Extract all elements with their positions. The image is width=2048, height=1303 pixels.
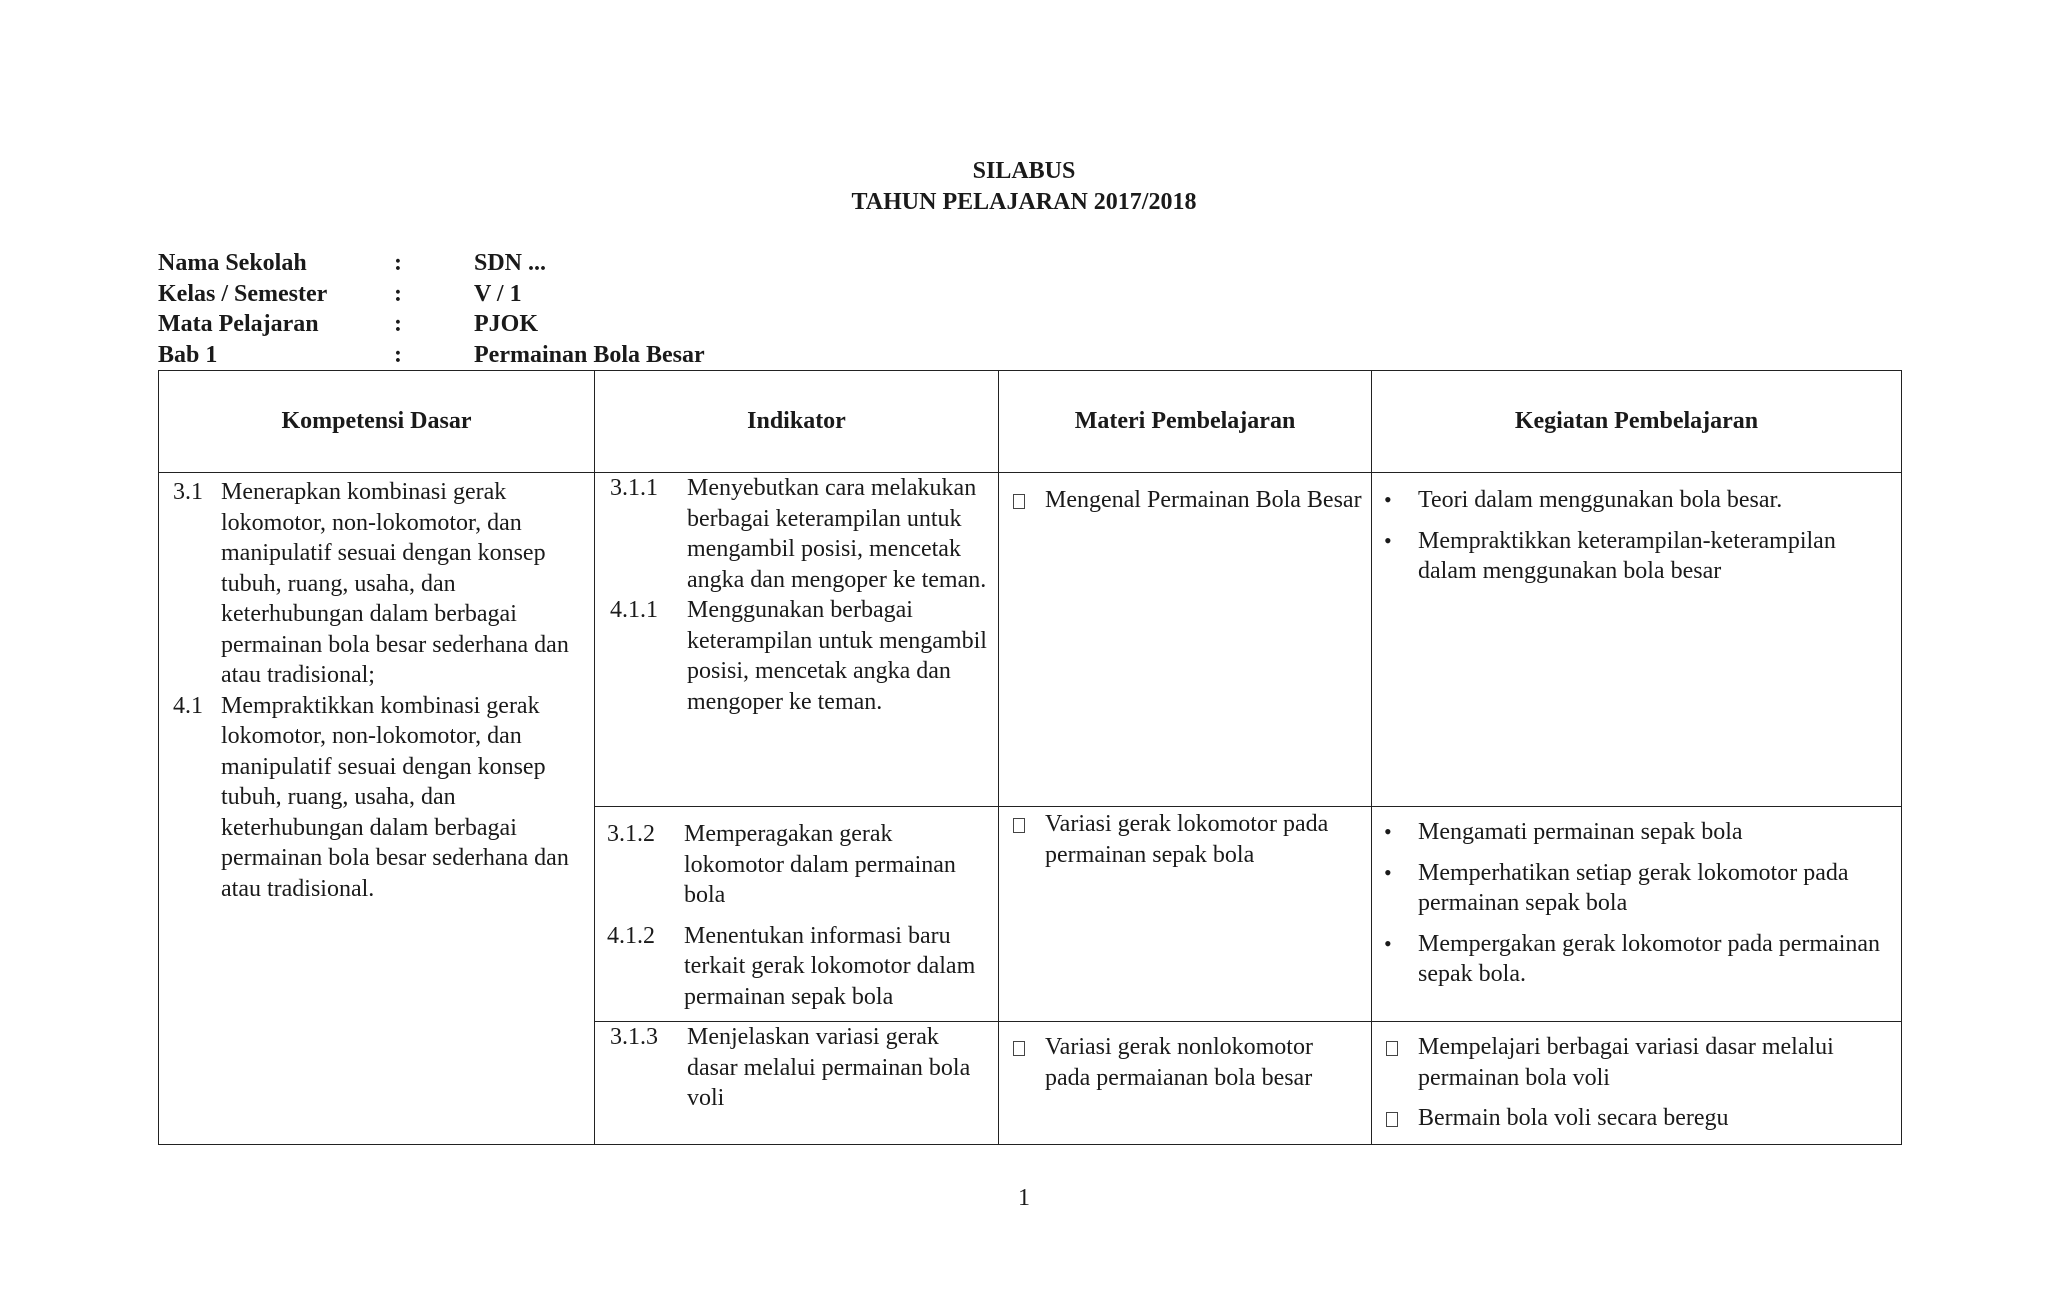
kegiatan-text: Teori dalam menggunakan bola besar. xyxy=(1418,487,1783,513)
indikator-text: Menyebutkan cara melakukan berbagai keterampilan untuk mengambil posisi, mencetak angka dan mengoper ke teman. xyxy=(687,475,987,593)
bullet-icon: • xyxy=(1384,819,1392,844)
bullet-icon: • xyxy=(1384,487,1392,512)
materi-item xyxy=(999,1032,1363,1093)
syllabus-table xyxy=(158,370,1902,1145)
meta-colon: : xyxy=(394,341,402,368)
checkbox-glyph-icon xyxy=(1386,1112,1398,1127)
indikator-cell xyxy=(595,473,999,807)
materi-cell xyxy=(999,807,1372,1022)
kegiatan-item xyxy=(1372,817,1893,848)
meta-colon: : xyxy=(394,280,402,307)
indikator-item xyxy=(610,1022,990,1114)
kegiatan-text: Mempelajari berbagai variasi dasar melalui permainan bola voli xyxy=(1418,1034,1834,1091)
indikator-cell xyxy=(595,807,999,1022)
indikator-text: Menentukan informasi baru terkait gerak lokomotor dalam permainan sepak bola xyxy=(684,922,976,1010)
kegiatan-cell xyxy=(1372,473,1902,807)
kompetensi-text: Menerapkan kombinasi gerak lokomotor, non-lokomotor, dan manipulatif sesuai dengan konsep tubuh, ruang, usaha, dan keterhubungan dalam berbagai permainan bola besar sederhana dan atau tradisional; xyxy=(221,479,569,688)
meta-colon: : xyxy=(394,250,402,276)
bullet-icon: • xyxy=(1384,527,1392,553)
kompetensi-dasar-cell xyxy=(159,473,595,1145)
checkbox-glyph-icon xyxy=(1013,818,1025,833)
indikator-item xyxy=(607,819,990,911)
header-materi: Materi Pembelajaran xyxy=(999,371,1372,473)
materi-text: Variasi gerak lokomotor pada permainan sepak bola xyxy=(1045,811,1329,868)
checkbox-glyph-icon xyxy=(1013,1041,1025,1056)
kegiatan-item xyxy=(1372,929,1893,990)
indikator-text: Menjelaskan variasi gerak dasar melalui permainan bola voli xyxy=(687,1024,971,1111)
document-subtitle: TAHUN PELAJARAN 2017/2018 xyxy=(851,189,1197,215)
kegiatan-text: Mempergakan gerak lokomotor pada permainan sepak bola. xyxy=(1418,930,1881,987)
materi-item xyxy=(999,485,1363,516)
kegiatan-text: Memperhatikan setiap gerak lokomotor pada permainan sepak bola xyxy=(1418,859,1849,916)
indikator-item xyxy=(610,473,990,595)
checkbox-glyph-icon xyxy=(1386,1041,1398,1056)
kompetensi-text: Mempraktikkan kombinasi gerak lokomotor, non-lokomotor, dan manipulatif sesuai dengan konsep tubuh, ruang, usaha, dan keterhubungan dalam berbagai permainan bola besar sederhana dan atau tradisional. xyxy=(221,692,569,902)
meta-label: Nama Sekolah xyxy=(158,250,307,276)
meta-value: V / 1 xyxy=(474,280,522,307)
kompetensi-number: 4.1 xyxy=(173,692,203,719)
indikator-number: 3.1.1 xyxy=(610,475,658,501)
meta-value: PJOK xyxy=(474,311,538,337)
kegiatan-cell xyxy=(1372,1022,1902,1145)
materi-text: Mengenal Permainan Bola Besar xyxy=(1045,487,1362,513)
kegiatan-text: Mengamati permainan sepak bola xyxy=(1418,819,1743,845)
kompetensi-item xyxy=(173,477,586,691)
materi-text: Variasi gerak nonlokomotor pada permaianan bola besar xyxy=(1045,1034,1313,1091)
meta-label: Kelas / Semester xyxy=(158,280,328,307)
document-title: SILABUS xyxy=(972,158,1076,184)
kegiatan-item xyxy=(1372,1032,1893,1093)
indikator-text: Memperagakan gerak lokomotor dalam permainan bola xyxy=(684,821,956,908)
indikator-number: 3.1.2 xyxy=(607,821,655,847)
kegiatan-text: Bermain bola voli secara beregu xyxy=(1418,1105,1729,1131)
materi-cell xyxy=(999,1022,1372,1145)
kegiatan-item xyxy=(1372,858,1893,919)
header-indikator: Indikator xyxy=(595,371,999,473)
checkbox-glyph-icon xyxy=(1013,494,1025,509)
indikator-text: Menggunakan berbagai keterampilan untuk mengambil posisi, mencetak angka dan mengoper ke teman. xyxy=(687,597,987,715)
meta-value: SDN ... xyxy=(474,250,547,276)
bullet-icon: • xyxy=(1384,859,1392,885)
bullet-icon: • xyxy=(1384,930,1392,956)
meta-label: Mata Pelajaran xyxy=(158,311,319,337)
indikator-item xyxy=(610,595,990,717)
kompetensi-number: 3.1 xyxy=(173,479,203,505)
kompetensi-item xyxy=(173,691,586,905)
kegiatan-cell xyxy=(1372,807,1902,1022)
meta-label: Bab 1 xyxy=(158,341,218,368)
kegiatan-item xyxy=(1372,485,1893,516)
indikator-number: 4.1.1 xyxy=(610,597,658,623)
meta-colon: : xyxy=(394,311,402,337)
header-kompetensi-dasar: Kompetensi Dasar xyxy=(159,371,595,473)
meta-value: Permainan Bola Besar xyxy=(474,341,705,368)
kegiatan-item xyxy=(1372,526,1893,587)
table-header-row xyxy=(159,371,1902,473)
indikator-item xyxy=(607,921,990,1013)
header-kegiatan: Kegiatan Pembelajaran xyxy=(1372,371,1902,473)
materi-item xyxy=(999,809,1363,870)
kegiatan-text: Mempraktikkan keterampilan-keterampilan dalam menggunakan bola besar xyxy=(1418,527,1836,584)
page-number: 1 xyxy=(1018,1185,1030,1211)
kegiatan-item xyxy=(1372,1103,1893,1134)
materi-cell xyxy=(999,473,1372,807)
indikator-number: 3.1.3 xyxy=(610,1024,658,1050)
indikator-cell xyxy=(595,1022,999,1145)
indikator-number: 4.1.2 xyxy=(607,922,655,949)
table-row xyxy=(159,473,1902,807)
